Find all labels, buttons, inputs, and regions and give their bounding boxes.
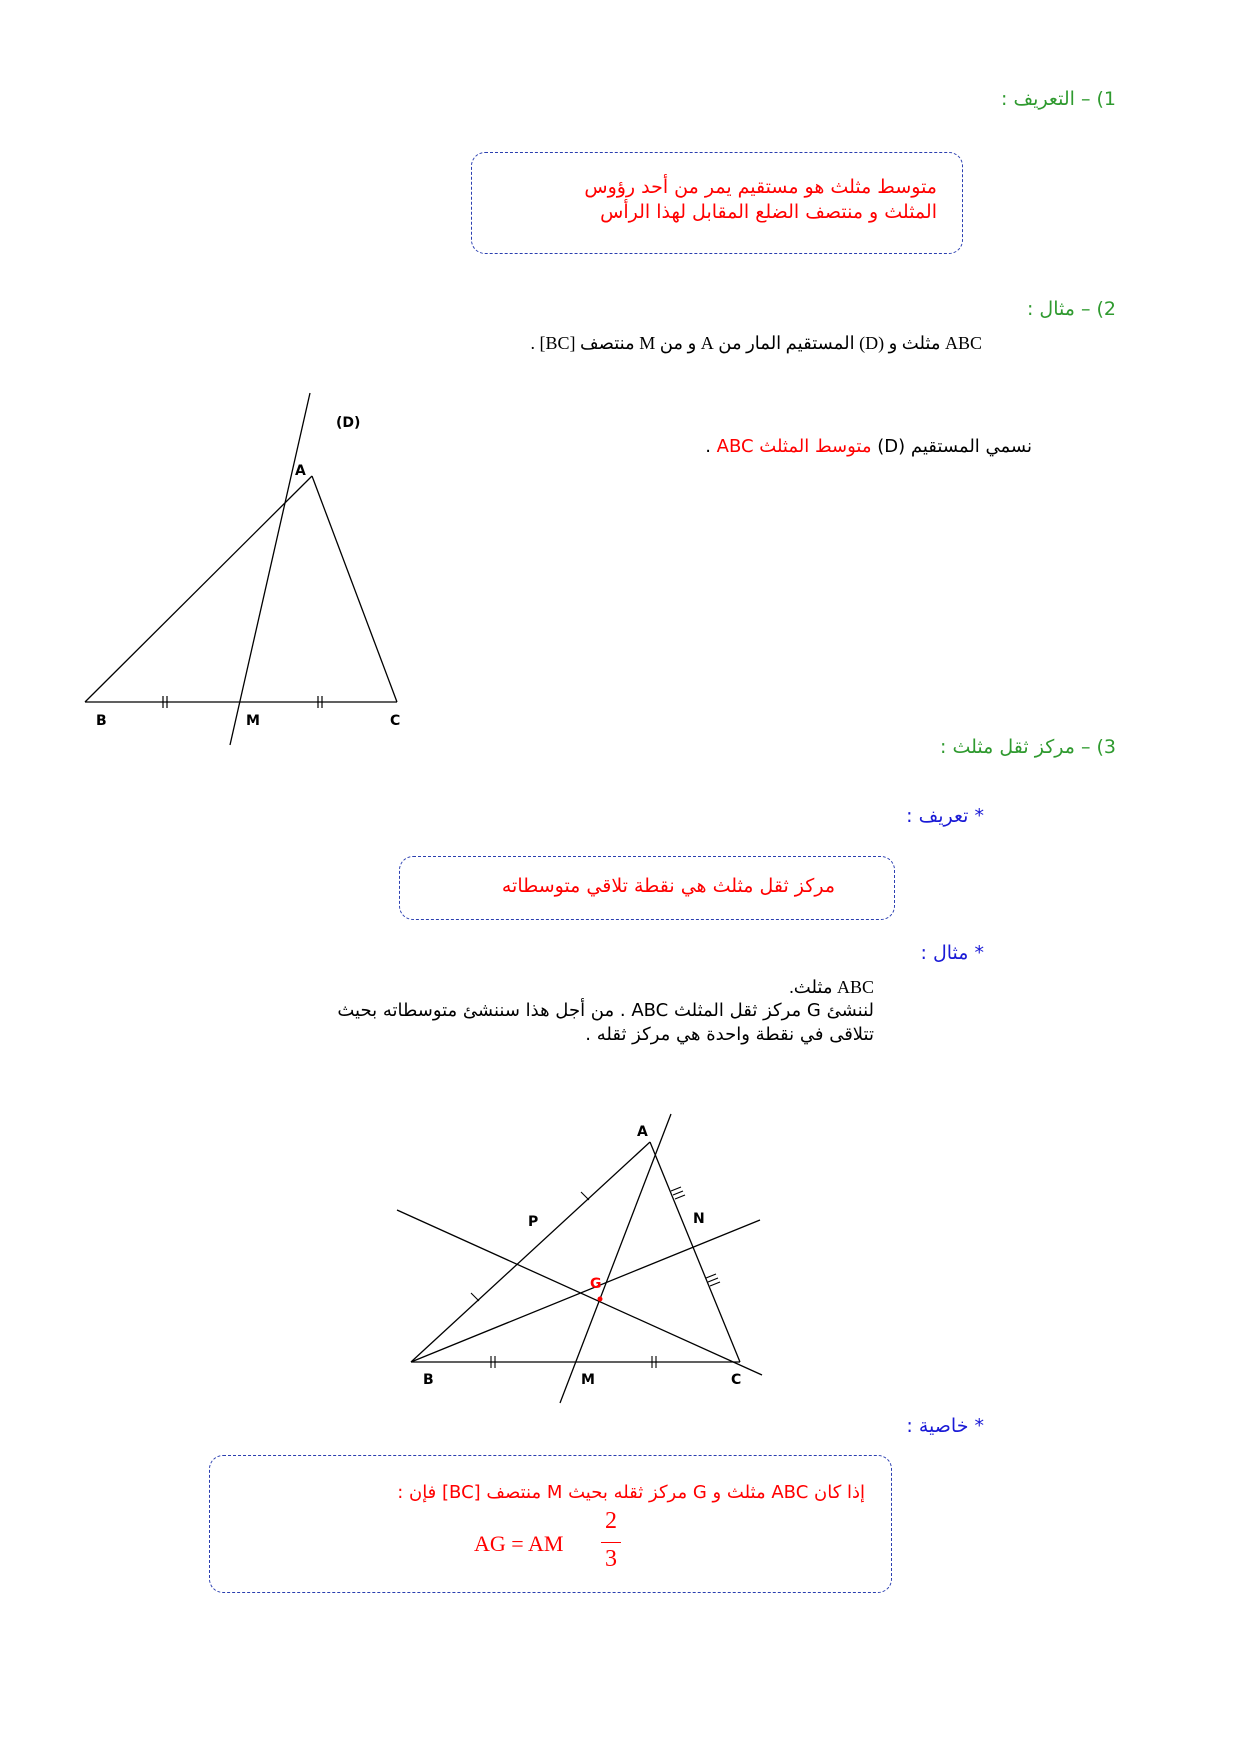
label-m: M <box>581 1372 595 1388</box>
property-text: إذا كان ABC مثلث و G مركز ثقله بحيث M منتصف [BC] فإن : <box>397 1482 865 1503</box>
example-subheading: * مثال : <box>920 942 984 964</box>
label-c: C <box>390 713 401 729</box>
section-3-title: مركز ثقل مثلث : <box>940 736 1075 758</box>
formula-denominator: 3 <box>605 1546 617 1572</box>
section-1-title: التعريف : <box>1001 88 1075 110</box>
centroid-figure <box>385 1110 785 1410</box>
section-2-title: مثال : <box>1026 298 1075 320</box>
label-c: C <box>731 1372 742 1388</box>
label-m: M <box>246 713 260 729</box>
fraction-bar <box>601 1542 621 1543</box>
median-cp <box>397 1210 762 1375</box>
label-b: B <box>423 1372 434 1388</box>
example-statement: ABC مثلث و (D) المستقيم المار من A و من M منتصف [BC] . <box>530 333 982 353</box>
property-subheading: * خاصية : <box>906 1415 984 1437</box>
median-am <box>560 1114 671 1403</box>
label-n: N <box>693 1211 705 1227</box>
side-ac <box>312 476 397 702</box>
example-line-2: لننشئ G مركز ثقل المثلث ABC . من أجل هذا سننشئ متوسطاته بحيث <box>337 1000 874 1021</box>
side-ac <box>650 1142 740 1362</box>
section-3-number: 3) – <box>1080 736 1116 758</box>
formula-numerator: 2 <box>605 1508 617 1534</box>
median-figure <box>70 385 430 750</box>
label-a: A <box>295 463 306 479</box>
naming-highlight: متوسط المثلث ABC <box>716 436 872 457</box>
naming-suffix: . <box>705 436 717 457</box>
definition-line-1: متوسط مثلث هو مستقيم يمر من أحد رؤوس <box>584 176 937 198</box>
label-d: (D) <box>336 415 361 431</box>
formula-lhs: AG = AM <box>474 1531 564 1556</box>
label-p: P <box>528 1214 539 1230</box>
label-b: B <box>96 713 107 729</box>
formula <box>474 1508 654 1580</box>
section-1-number: 1) – <box>1080 88 1116 110</box>
section-2-heading <box>1027 298 1116 320</box>
median-line-d <box>230 393 310 745</box>
definition-text <box>584 175 937 225</box>
section-2-number: 2) – <box>1080 298 1116 320</box>
label-a: A <box>637 1124 648 1140</box>
label-g: G <box>590 1276 602 1292</box>
section-3-heading <box>940 736 1116 758</box>
side-ab <box>85 476 312 702</box>
centroid-example-text <box>337 975 874 1047</box>
median-naming <box>705 436 1032 457</box>
definition-subheading: * تعريف : <box>906 805 984 827</box>
example-line-1: ABC مثلث. <box>789 977 874 997</box>
median-bn <box>411 1220 760 1362</box>
naming-prefix: نسمي المستقيم (D) <box>877 436 1032 457</box>
side-ab <box>411 1142 650 1362</box>
definition-line-2: المثلث و منتصف الضلع المقابل لهذا الرأس <box>600 201 937 223</box>
centroid-definition-text: مركز ثقل مثلث هي نقطة تلاقي متوسطاته <box>501 875 835 897</box>
centroid-point <box>598 1297 603 1302</box>
section-1-heading <box>1001 88 1116 110</box>
example-line-3: تتلاقى في نقطة واحدة هي مركز ثقله . <box>585 1024 874 1045</box>
